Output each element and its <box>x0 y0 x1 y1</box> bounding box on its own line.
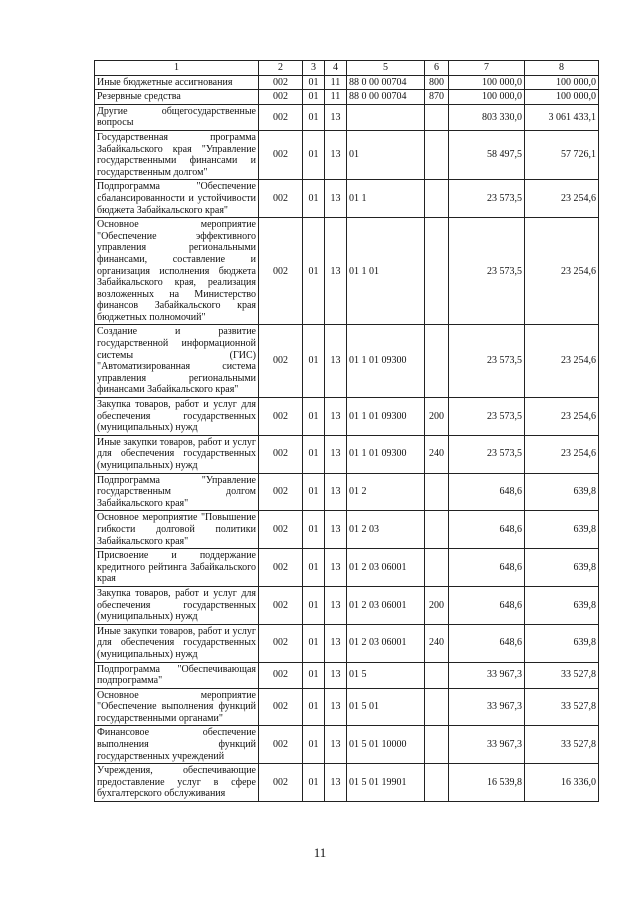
row-target-article-cell <box>347 104 425 130</box>
row-section-cell: 01 <box>303 398 325 436</box>
row-target-article-cell: 01 2 <box>347 473 425 511</box>
row-code-cell: 002 <box>259 398 303 436</box>
row-subsection-cell: 13 <box>325 473 347 511</box>
row-section-cell: 01 <box>303 473 325 511</box>
row-expense-type-cell: 200 <box>425 398 449 436</box>
row-code-cell: 002 <box>259 662 303 688</box>
row-amount-1-cell: 16 539,8 <box>449 764 525 802</box>
row-subsection-cell: 13 <box>325 726 347 764</box>
row-amount-2-cell: 33 527,8 <box>525 688 599 726</box>
header-cell: 6 <box>425 61 449 76</box>
row-subsection-cell: 13 <box>325 662 347 688</box>
row-amount-1-cell: 648,6 <box>449 624 525 662</box>
page-number: 11 <box>313 845 327 860</box>
row-name-cell: Подпрограмма "Обеспечивающая подпрограмма" <box>95 662 259 688</box>
row-subsection-cell: 13 <box>325 398 347 436</box>
row-subsection-cell: 13 <box>325 764 347 802</box>
row-code-cell: 002 <box>259 435 303 473</box>
row-target-article-cell: 01 1 01 <box>347 218 425 325</box>
row-expense-type-cell <box>425 662 449 688</box>
row-target-article-cell: 01 5 01 19901 <box>347 764 425 802</box>
row-name-cell: Основное мероприятие "Обеспечение эффективного управления региональными финансами, составление и организация исполнения бюджета Забайкальского края, реализация возложенных на Министерство финансов Забайкальского края бюджетных полномочий" <box>95 218 259 325</box>
row-subsection-cell: 13 <box>325 130 347 179</box>
row-name-cell: Резервные средства <box>95 90 259 105</box>
row-subsection-cell: 13 <box>325 104 347 130</box>
row-code-cell: 002 <box>259 549 303 587</box>
row-amount-2-cell: 23 254,6 <box>525 325 599 398</box>
row-expense-type-cell: 800 <box>425 75 449 90</box>
row-expense-type-cell <box>425 180 449 218</box>
row-code-cell: 002 <box>259 586 303 624</box>
header-cell: 5 <box>347 61 425 76</box>
row-amount-1-cell: 33 967,3 <box>449 726 525 764</box>
row-amount-2-cell: 639,8 <box>525 473 599 511</box>
row-name-cell: Учреждения, обеспечивающие предоставление услуг в сфере бухгалтерского обслуживания <box>95 764 259 802</box>
table-row <box>95 130 599 179</box>
row-section-cell: 01 <box>303 104 325 130</box>
row-amount-2-cell: 100 000,0 <box>525 75 599 90</box>
row-amount-1-cell: 803 330,0 <box>449 104 525 130</box>
row-code-cell: 002 <box>259 218 303 325</box>
row-expense-type-cell: 240 <box>425 435 449 473</box>
row-amount-1-cell: 648,6 <box>449 473 525 511</box>
table-row <box>95 180 599 218</box>
row-expense-type-cell <box>425 549 449 587</box>
row-amount-2-cell: 639,8 <box>525 624 599 662</box>
row-expense-type-cell <box>425 130 449 179</box>
header-cell: 3 <box>303 61 325 76</box>
row-code-cell: 002 <box>259 726 303 764</box>
row-name-cell: Закупка товаров, работ и услуг для обеспечения государственных (муниципальных) нужд <box>95 586 259 624</box>
table-row <box>95 624 599 662</box>
row-code-cell: 002 <box>259 104 303 130</box>
row-expense-type-cell <box>425 104 449 130</box>
row-section-cell: 01 <box>303 586 325 624</box>
header-cell: 4 <box>325 61 347 76</box>
row-target-article-cell: 01 2 03 <box>347 511 425 549</box>
row-subsection-cell: 11 <box>325 75 347 90</box>
row-amount-2-cell: 23 254,6 <box>525 180 599 218</box>
row-amount-2-cell: 33 527,8 <box>525 726 599 764</box>
row-expense-type-cell <box>425 511 449 549</box>
row-amount-2-cell: 16 336,0 <box>525 764 599 802</box>
row-section-cell: 01 <box>303 662 325 688</box>
row-target-article-cell: 88 0 00 00704 <box>347 75 425 90</box>
table-row <box>95 726 599 764</box>
row-section-cell: 01 <box>303 624 325 662</box>
row-section-cell: 01 <box>303 726 325 764</box>
row-expense-type-cell <box>425 473 449 511</box>
row-amount-2-cell: 639,8 <box>525 586 599 624</box>
row-amount-1-cell: 648,6 <box>449 586 525 624</box>
row-amount-2-cell: 23 254,6 <box>525 218 599 325</box>
row-amount-2-cell: 23 254,6 <box>525 435 599 473</box>
row-amount-1-cell: 33 967,3 <box>449 688 525 726</box>
table-row <box>95 398 599 436</box>
table-row <box>95 473 599 511</box>
row-code-cell: 002 <box>259 624 303 662</box>
row-code-cell: 002 <box>259 511 303 549</box>
row-amount-1-cell: 23 573,5 <box>449 435 525 473</box>
row-name-cell: Подпрограмма "Управление государственным долгом Забайкальского края" <box>95 473 259 511</box>
row-subsection-cell: 13 <box>325 180 347 218</box>
row-target-article-cell: 01 1 01 09300 <box>347 435 425 473</box>
row-amount-1-cell: 23 573,5 <box>449 180 525 218</box>
row-section-cell: 01 <box>303 218 325 325</box>
header-row <box>95 61 599 76</box>
row-name-cell: Основное мероприятие "Повышение гибкости долговой политики Забайкальского края" <box>95 511 259 549</box>
row-amount-2-cell: 639,8 <box>525 511 599 549</box>
row-target-article-cell: 01 5 <box>347 662 425 688</box>
row-expense-type-cell: 200 <box>425 586 449 624</box>
header-cell: 1 <box>95 61 259 76</box>
row-amount-2-cell: 3 061 433,1 <box>525 104 599 130</box>
row-section-cell: 01 <box>303 130 325 179</box>
table-row <box>95 104 599 130</box>
row-code-cell: 002 <box>259 325 303 398</box>
table-row <box>95 75 599 90</box>
row-subsection-cell: 13 <box>325 624 347 662</box>
row-subsection-cell: 13 <box>325 511 347 549</box>
row-subsection-cell: 13 <box>325 688 347 726</box>
row-subsection-cell: 13 <box>325 549 347 587</box>
row-amount-2-cell: 639,8 <box>525 549 599 587</box>
row-code-cell: 002 <box>259 764 303 802</box>
table-row <box>95 586 599 624</box>
row-subsection-cell: 13 <box>325 218 347 325</box>
row-section-cell: 01 <box>303 511 325 549</box>
row-target-article-cell: 01 1 01 09300 <box>347 398 425 436</box>
table-row <box>95 662 599 688</box>
row-section-cell: 01 <box>303 90 325 105</box>
row-expense-type-cell <box>425 218 449 325</box>
row-code-cell: 002 <box>259 688 303 726</box>
row-target-article-cell: 88 0 00 00704 <box>347 90 425 105</box>
row-section-cell: 01 <box>303 435 325 473</box>
row-target-article-cell: 01 <box>347 130 425 179</box>
row-subsection-cell: 13 <box>325 586 347 624</box>
row-name-cell: Закупка товаров, работ и услуг для обеспечения государственных (муниципальных) нужд <box>95 398 259 436</box>
row-section-cell: 01 <box>303 75 325 90</box>
header-cell: 8 <box>525 61 599 76</box>
row-section-cell: 01 <box>303 549 325 587</box>
row-code-cell: 002 <box>259 90 303 105</box>
table-body <box>95 75 599 801</box>
row-section-cell: 01 <box>303 764 325 802</box>
row-code-cell: 002 <box>259 75 303 90</box>
row-amount-2-cell: 100 000,0 <box>525 90 599 105</box>
row-target-article-cell: 01 1 01 09300 <box>347 325 425 398</box>
row-target-article-cell: 01 2 03 06001 <box>347 549 425 587</box>
row-expense-type-cell <box>425 764 449 802</box>
row-amount-1-cell: 648,6 <box>449 549 525 587</box>
row-target-article-cell: 01 2 03 06001 <box>347 624 425 662</box>
table-row <box>95 325 599 398</box>
row-target-article-cell: 01 1 <box>347 180 425 218</box>
row-code-cell: 002 <box>259 180 303 218</box>
row-expense-type-cell <box>425 325 449 398</box>
row-expense-type-cell <box>425 688 449 726</box>
row-amount-1-cell: 58 497,5 <box>449 130 525 179</box>
row-section-cell: 01 <box>303 180 325 218</box>
row-name-cell: Иные закупки товаров, работ и услуг для обеспечения государственных (муниципальных) нужд <box>95 435 259 473</box>
table-row <box>95 764 599 802</box>
row-target-article-cell: 01 5 01 <box>347 688 425 726</box>
row-expense-type-cell: 870 <box>425 90 449 105</box>
row-name-cell: Государственная программа Забайкальского края "Управление государственными финансами и государственным долгом" <box>95 130 259 179</box>
row-name-cell: Другие общегосударственные вопросы <box>95 104 259 130</box>
row-code-cell: 002 <box>259 130 303 179</box>
row-name-cell: Иные бюджетные ассигнования <box>95 75 259 90</box>
table-row <box>95 688 599 726</box>
row-amount-1-cell: 23 573,5 <box>449 218 525 325</box>
row-name-cell: Создание и развитие государственной информационной системы (ГИС) "Автоматизированная система управления региональными финансами Забайкальского края" <box>95 325 259 398</box>
row-expense-type-cell <box>425 726 449 764</box>
row-section-cell: 01 <box>303 325 325 398</box>
row-amount-1-cell: 648,6 <box>449 511 525 549</box>
table-row <box>95 511 599 549</box>
row-amount-2-cell: 57 726,1 <box>525 130 599 179</box>
row-code-cell: 002 <box>259 473 303 511</box>
row-name-cell: Присвоение и поддержание кредитного рейтинга Забайкальского края <box>95 549 259 587</box>
row-section-cell: 01 <box>303 688 325 726</box>
row-target-article-cell: 01 5 01 10000 <box>347 726 425 764</box>
row-amount-1-cell: 23 573,5 <box>449 398 525 436</box>
table-row <box>95 435 599 473</box>
row-name-cell: Подпрограмма "Обеспечение сбалансированности и устойчивости бюджета Забайкальского края" <box>95 180 259 218</box>
row-name-cell: Основное мероприятие "Обеспечение выполнения функций государственными органами" <box>95 688 259 726</box>
row-subsection-cell: 13 <box>325 435 347 473</box>
table-row <box>95 90 599 105</box>
row-amount-1-cell: 100 000,0 <box>449 90 525 105</box>
budget-table <box>94 60 599 802</box>
table-row <box>95 549 599 587</box>
row-subsection-cell: 11 <box>325 90 347 105</box>
row-name-cell: Финансовое обеспечение выполнения функций государственных учреждений <box>95 726 259 764</box>
header-cell: 2 <box>259 61 303 76</box>
row-target-article-cell: 01 2 03 06001 <box>347 586 425 624</box>
row-amount-1-cell: 23 573,5 <box>449 325 525 398</box>
row-expense-type-cell: 240 <box>425 624 449 662</box>
row-subsection-cell: 13 <box>325 325 347 398</box>
row-amount-2-cell: 33 527,8 <box>525 662 599 688</box>
table-row <box>95 218 599 325</box>
row-amount-2-cell: 23 254,6 <box>525 398 599 436</box>
row-name-cell: Иные закупки товаров, работ и услуг для обеспечения государственных (муниципальных) нужд <box>95 624 259 662</box>
header-cell: 7 <box>449 61 525 76</box>
row-amount-1-cell: 33 967,3 <box>449 662 525 688</box>
row-amount-1-cell: 100 000,0 <box>449 75 525 90</box>
